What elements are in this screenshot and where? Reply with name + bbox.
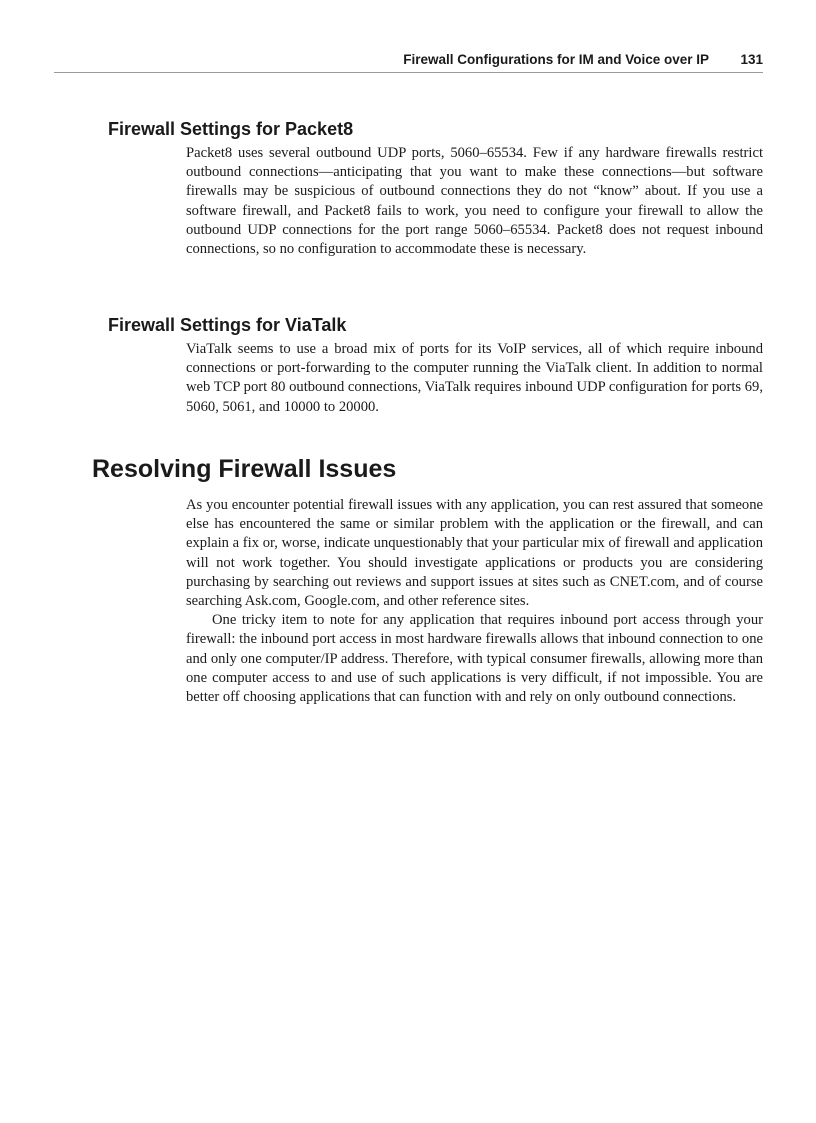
chapter-heading-resolving-firewall-issues: Resolving Firewall Issues (92, 455, 397, 483)
section-heading-viatalk: Firewall Settings for ViaTalk (108, 315, 347, 335)
paragraph: As you encounter potential firewall issues with any application, you can rest assured that someone else has encountered the same or similar problem with the application or the firewall, and can explain a fix or, worse, indicate unquestionably that your particular mix of firewall and application will not work together. You should investigate applications or products you are considering purchasing by searching out reviews and support issues at sites such as CNET.com, and of course searching Ask.com, Google.com, and other reference sites. (186, 497, 763, 610)
paragraph: Packet8 uses several outbound UDP ports, 5060–65534. Few if any hardware firewalls restrict outbound connections—anticipating that you want to make these connections—but software firewalls may be suspicious of outbound connections they do not “know” about. If you use a software firewall, and Packet8 fails to work, you need to configure your firewall to allow the outbound UDP connections for the port range 5060–65534. Packet8 does not request inbound connections, so no configuration to accommodate these is necessary. (186, 145, 763, 258)
section-body-packet8 (186, 144, 763, 259)
running-header (54, 50, 763, 73)
paragraph: ViaTalk seems to use a broad mix of ports for its VoIP services, all of which require inbound connections or port-forwarding to the computer running the ViaTalk client. In addition to normal web TCP port 80 outbound connections, ViaTalk requires inbound UDP configuration for ports 69, 5060, 5061, and 10000 to 20000. (186, 341, 763, 415)
page-number: 131 (740, 52, 763, 67)
section-heading-packet8: Firewall Settings for Packet8 (108, 119, 354, 139)
running-header-title: Firewall Configurations for IM and Voice over IP (403, 52, 709, 67)
section-body-viatalk (186, 340, 763, 417)
section-body-resolving (186, 496, 763, 707)
paragraph: One tricky item to note for any application that requires inbound port access through your firewall: the inbound port access in most hardware firewalls allows that inbound connection to one and only one computer/IP address. Therefore, with typical consumer firewalls, allowing more than one computer access to and use of such applications is very difficult, if not impossible. You are better off choosing applications that can function with and rely on only outbound connections. (186, 612, 763, 706)
